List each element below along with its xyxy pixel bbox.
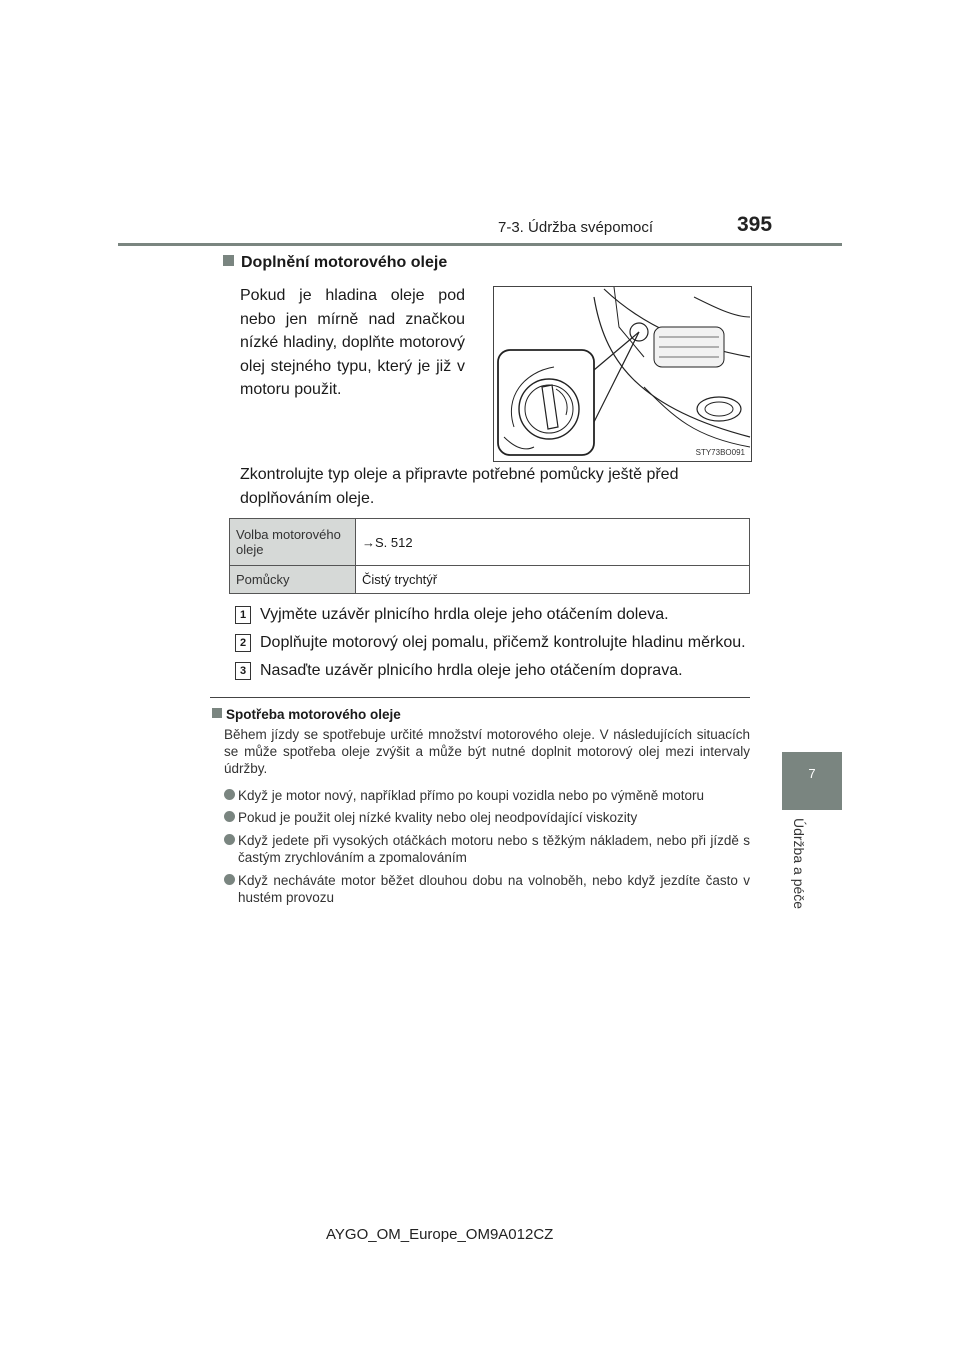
list-item	[224, 787, 750, 805]
list-item	[224, 809, 750, 827]
requirements-table	[229, 518, 750, 594]
step-number-badge: 1	[235, 606, 251, 624]
list-item-text: Když necháváte motor běžet dlouhou dobu na volnoběh, nebo když jezdíte často v hustém provozu	[238, 873, 750, 905]
check-paragraph: Zkontrolujte typ oleje a připravte potřebné pomůcky ještě před doplňováním oleje.	[240, 466, 679, 507]
round-bullet-icon	[224, 789, 235, 800]
step-text: Nasaďte uzávěr plnicího hrdla oleje jeho otáčením doprava.	[260, 662, 683, 679]
step-number-badge: 3	[235, 662, 251, 680]
table-row	[230, 519, 750, 566]
table-cell-value: →S. 512	[356, 519, 750, 566]
table-cell-label: Volba motorového oleje	[230, 519, 356, 566]
list-item-text: Když jedete při vysokých otáčkách motoru nebo s těžkým nákladem, nebo při jízdě s častým zrychlováním a zpomalováním	[238, 833, 750, 865]
notes-heading	[212, 707, 401, 722]
section-breadcrumb: 7-3. Údržba svépomocí	[498, 219, 654, 236]
illustration-code: STY73BO091	[695, 448, 745, 457]
step-text: Vyjměte uzávěr plnicího hrdla oleje jeho otáčením doleva.	[260, 606, 669, 623]
round-bullet-icon	[224, 834, 235, 845]
step-1	[235, 606, 765, 628]
list-item-text: Když je motor nový, například přímo po koupi vozidla nebo po výměně motoru	[238, 788, 704, 803]
notes-heading-text: Spotřeba motorového oleje	[226, 707, 401, 722]
square-bullet-icon	[212, 708, 222, 718]
step-3	[235, 662, 765, 684]
round-bullet-icon	[224, 811, 235, 822]
step-number-badge: 2	[235, 634, 251, 652]
engine-bay-drawing	[494, 287, 751, 461]
section-heading-text: Doplnění motorového oleje	[241, 254, 448, 271]
round-bullet-icon	[224, 874, 235, 885]
list-item	[224, 872, 750, 908]
chapter-tab: 7	[782, 752, 842, 810]
table-row	[230, 566, 750, 594]
header-rule	[118, 243, 842, 246]
notes-body: Během jízdy se spotřebuje určité množství motorového oleje. V následujících situacích se může spotřeba oleje zvýšit a může být nutné doplnit motorový olej mezi intervaly údržby.	[224, 727, 750, 776]
table-cell-value: Čistý trychtýř	[356, 566, 750, 594]
section-heading	[223, 254, 447, 272]
chapter-tab-label: Údržba a péče	[791, 818, 807, 910]
step-text: Doplňujte motorový olej pomalu, přičemž kontrolujte hladinu měrkou.	[260, 634, 746, 651]
page-number: 395	[737, 213, 773, 236]
table-cell-label: Pomůcky	[230, 566, 356, 594]
square-bullet-icon	[223, 255, 234, 266]
list-item	[224, 832, 750, 868]
notes-divider	[210, 697, 750, 698]
intro-paragraph: Pokud je hladina oleje pod nebo jen mírně nad značkou nízké hladiny, doplňte motorový olej stejného typu, který je již v motoru použit.	[240, 287, 465, 398]
document-footer: AYGO_OM_Europe_OM9A012CZ	[326, 1226, 554, 1243]
list-item-text: Pokud je použit olej nízké kvality nebo olej neodpovídající viskozity	[238, 810, 638, 825]
engine-oil-cap-illustration	[493, 286, 752, 462]
step-2	[235, 634, 765, 656]
